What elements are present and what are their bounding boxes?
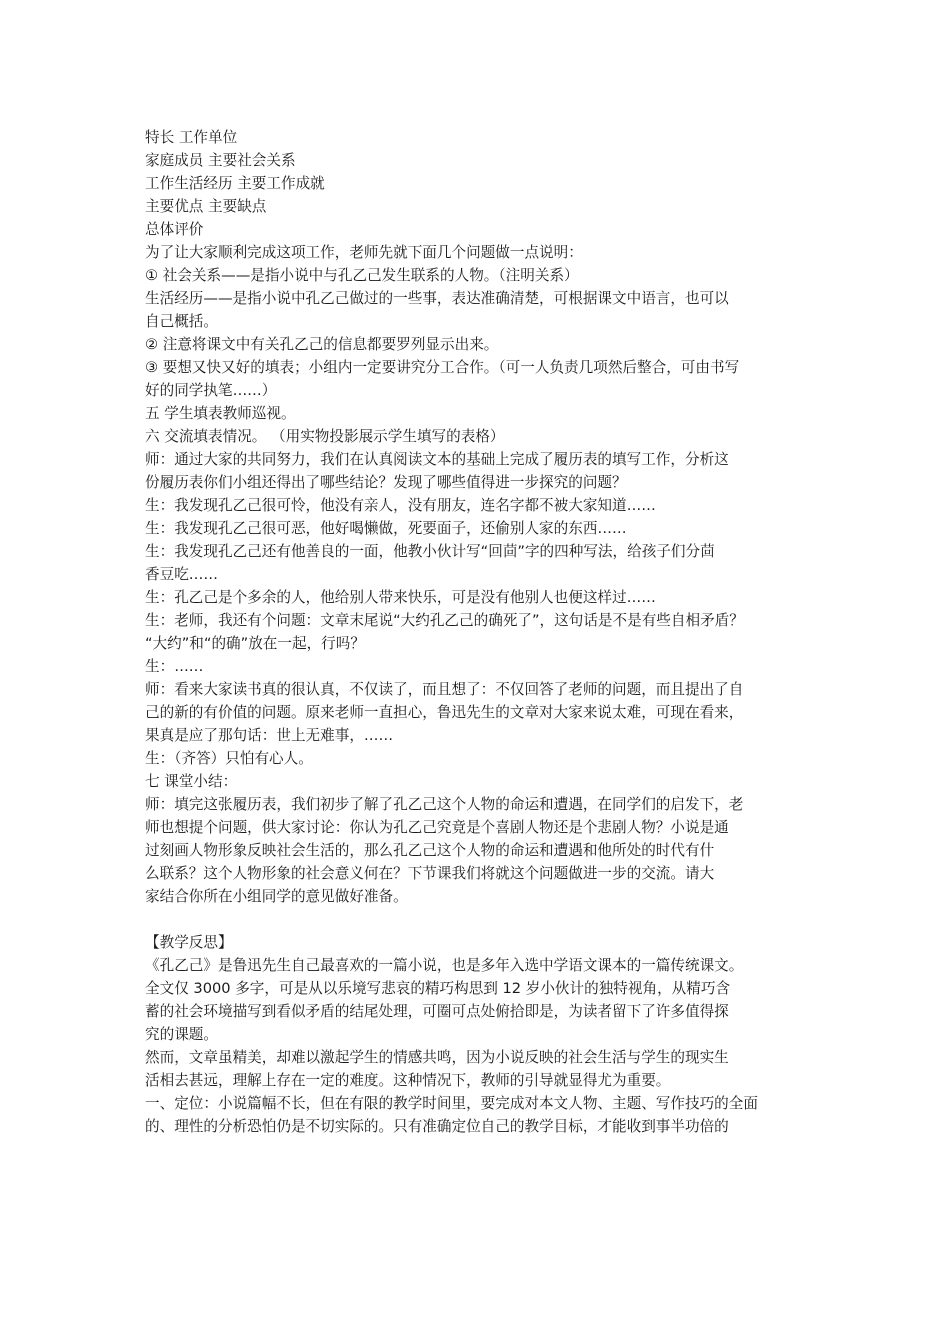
text-line: 主要优点 主要缺点 <box>145 198 267 215</box>
text-line: 己的新的有价值的问题。原来老师一直担心，鲁迅先生的文章对大家来说太难，可现在看来， <box>145 704 744 721</box>
text-line: “大约”和“的确”放在一起，行吗？ <box>145 635 365 652</box>
paragraph-gap <box>145 908 810 931</box>
text-line: 的、理性的分析恐怕仍是不切实际的。只有准确定位自己的教学目标，才能收到事半功倍的 <box>145 1118 729 1135</box>
text-line: 么联系？这个人物形象的社会意义何在？下节课我们将就这个问题做进一步的交流。请大 <box>145 865 715 882</box>
text-line: 五 学生填表教师巡视。 <box>145 405 296 422</box>
text-line: ② 注意将课文中有关孔乙己的信息都要罗列显示出来。 <box>145 336 499 353</box>
text-line: 师：通过大家的共同努力，我们在认真阅读文本的基础上完成了履历表的填写工作，分析这 <box>145 451 729 468</box>
text-line: ③ 要想又快又好的填表；小组内一定要讲究分工合作。（可一人负责几项然后整合，可由书写 <box>145 359 740 376</box>
text-line: 活相去甚远，理解上存在一定的难度。这种情况下，教师的引导就显得尤为重要。 <box>145 1072 671 1089</box>
document-page <box>145 126 810 1138</box>
text-line: 特长 工作单位 <box>145 129 238 146</box>
text-line: 全文仅 3000 多字，可是从以乐境写悲哀的精巧构思到 12 岁小伙计的独特视角，从精巧含 <box>145 980 731 997</box>
text-line: 师：填完这张履历表，我们初步了解了孔乙己这个人物的命运和遭遇，在同学们的启发下，老 <box>145 796 744 813</box>
text-line: 蓄的社会环境描写到看似矛盾的结尾处理，可圈可点处俯拾即是，为读者留下了许多值得探 <box>145 1003 729 1020</box>
text-line: 生：老师，我还有个问题：文章末尾说“大约孔乙己的确死了”，这句话是不是有些自相矛盾？ <box>145 612 744 629</box>
text-line: 果真是应了那句话：世上无难事，…… <box>145 727 394 744</box>
text-line: 过刻画人物形象反映社会生活的，那么孔乙己这个人物的命运和遭遇和他所处的时代有什 <box>145 842 715 859</box>
text-line: 香豆吃…… <box>145 566 218 583</box>
text-line: 然而，文章虽精美，却难以激起学生的情感共鸣，因为小说反映的社会生活与学生的现实生 <box>145 1049 729 1066</box>
text-line: 《孔乙己》是鲁迅先生自己最喜欢的一篇小说，也是多年入选中学语文课本的一篇传统课文。 <box>145 957 744 974</box>
text-line: 师：看来大家读书真的很认真，不仅读了，而且想了：不仅回答了老师的问题，而且提出了自 <box>145 681 744 698</box>
text-line: 为了让大家顺利完成这项工作，老师先就下面几个问题做一点说明： <box>145 244 583 261</box>
text-line: 生：（齐答）只怕有心人。 <box>145 750 313 767</box>
text-line: 生活经历——是指小说中孔乙己做过的一些事，表达准确清楚，可根据课文中语言，也可以 <box>145 290 729 307</box>
text-line: 家庭成员 主要社会关系 <box>145 152 296 169</box>
text-line: 自己概括。 <box>145 313 218 330</box>
text-line: 七 课堂小结： <box>145 773 238 790</box>
text-line: 好的同学执笔……） <box>145 382 277 399</box>
text-line: 份履历表你们小组还得出了哪些结论？发现了哪些值得进一步探究的问题？ <box>145 474 627 491</box>
text-line: 工作生活经历 主要工作成就 <box>145 175 325 192</box>
text-line: 生：我发现孔乙己很可恶，他好喝懒做，死要面子，还偷别人家的东西…… <box>145 520 627 537</box>
text-line: 六 交流填表情况。 （用实物投影展示学生填写的表格） <box>145 428 505 445</box>
text-line: 师也想提个问题，供大家讨论：你认为孔乙己究竟是个喜剧人物还是个悲剧人物？小说是通 <box>145 819 729 836</box>
text-line: 生：孔乙己是个多余的人，他给别人带来快乐，可是没有他别人也便这样过…… <box>145 589 656 606</box>
text-line: 生：我发现孔乙己很可怜，他没有亲人，没有朋友，连名字都不被大家知道…… <box>145 497 656 514</box>
reflection-text-block <box>145 931 810 1138</box>
text-line: 生：…… <box>145 658 204 675</box>
text-line: 一、定位：小说篇幅不长，但在有限的教学时间里，要完成对本文人物、主题、写作技巧的全面 <box>145 1095 758 1112</box>
text-line: 总体评价 <box>145 221 204 238</box>
lesson-text-block <box>145 126 810 908</box>
text-line: 生：我发现孔乙己还有他善良的一面，他教小伙计写“回茴”字的四种写法，给孩子们分茴 <box>145 543 715 560</box>
text-line: 家结合你所在小组同学的意见做好准备。 <box>145 888 408 905</box>
text-line: 【教学反思】 <box>145 934 233 951</box>
text-line: ① 社会关系——是指小说中与孔乙己发生联系的人物。（注明关系） <box>145 267 579 284</box>
text-line: 究的课题。 <box>145 1026 218 1043</box>
